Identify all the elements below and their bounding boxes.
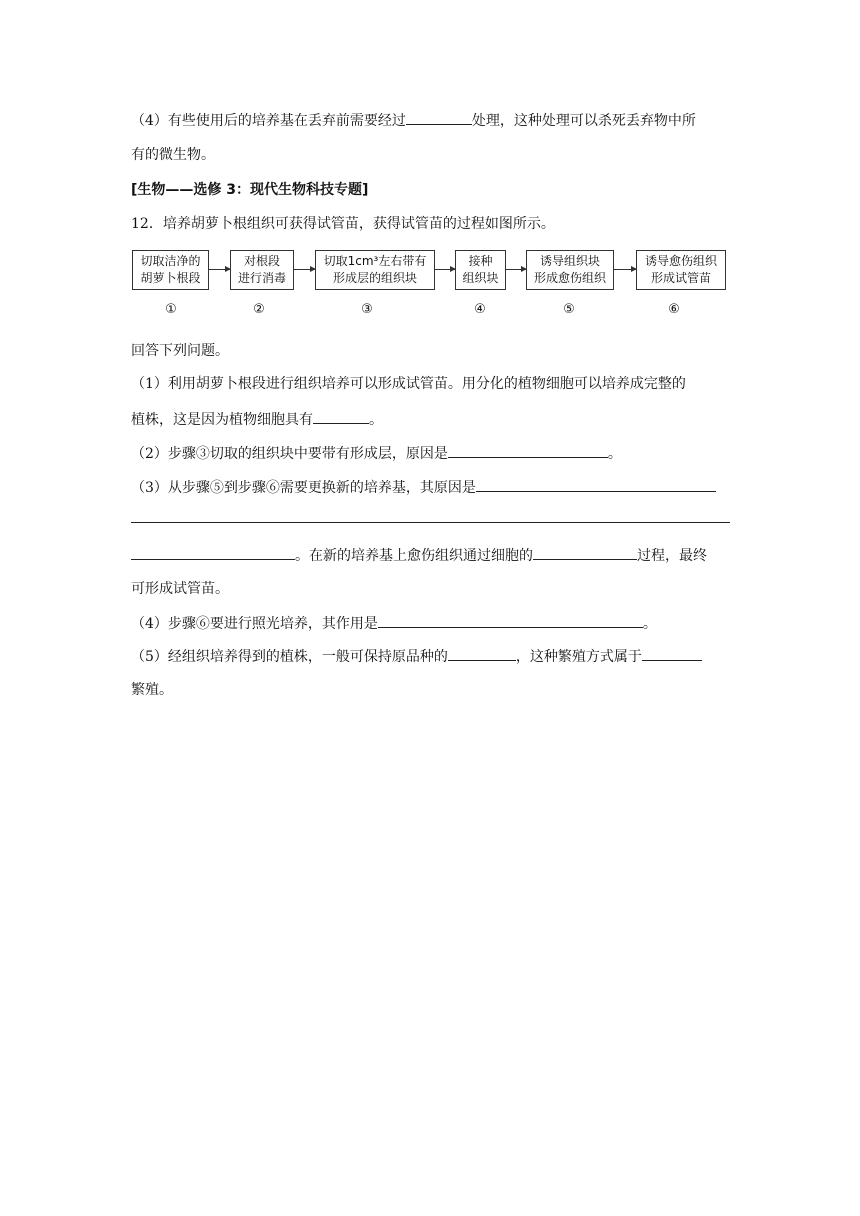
sub3-line3 [131,545,707,566]
flow-step-2 [230,250,294,290]
flow-step-number: ② [253,302,265,317]
sub1-line2 [131,409,383,430]
sub3-line1 [131,477,716,498]
sub5-line1 [131,646,702,667]
flow-step-number: ⑤ [563,302,575,317]
flow-step-6 [636,250,726,290]
flow-step-number: ① [165,302,177,317]
flow-step-text: 形成层的组织块 [332,271,417,285]
answer-blank[interactable] [642,646,702,661]
sub5-line2: 繁殖。 [131,682,173,698]
q4-prev-text-a: （4）有些使用后的培养基在丢弃前需要经过 [131,113,406,129]
answer-blank[interactable] [448,646,516,661]
flow-step-text: 对根段 [243,254,280,268]
answer-prompt: 回答下列问题。 [131,343,229,359]
sub4-text-a: （4）步骤⑥要进行照光培养，其作用是 [131,616,378,632]
answer-blank-full-line[interactable] [131,522,730,523]
flow-step-text: 形成试管苗 [650,271,711,285]
flow-step-4 [455,250,506,290]
sub2-line [131,443,622,464]
flow-step-text: 胡萝卜根段 [140,271,201,285]
sub1-text-a: 植株，这是因为植物细胞具有 [131,412,313,428]
sub2-text-a: （2）步骤③切取的组织块中要带有形成层，原因是 [131,446,448,462]
answer-blank[interactable] [131,545,295,560]
answer-blank[interactable] [476,477,716,492]
flow-step-text: 接种 [468,254,493,268]
flow-step-1 [132,250,209,290]
answer-blank[interactable] [406,110,472,125]
flow-step-number: ⑥ [668,302,680,317]
flow-step-number: ④ [474,302,486,317]
sub1-text-b: 。 [369,412,383,428]
sub4-line [131,613,657,634]
flow-diagram [0,0,860,330]
flow-step-text: 切取洁净的 [140,254,201,268]
flow-arrow [506,269,526,270]
sub4-text-b: 。 [642,616,657,632]
flow-arrow [294,269,315,270]
flow-step-text: 诱导组织块 [539,254,600,268]
answer-blank[interactable] [533,545,637,560]
answer-blank[interactable] [313,409,369,424]
sub3-text-a: （3）从步骤⑤到步骤⑥需要更换新的培养基，其原因是 [131,480,476,496]
flow-step-text: 进行消毒 [237,271,286,285]
sub2-text-b: 。 [607,446,622,462]
flow-arrow [435,269,455,270]
sub3-text-c: 过程，最终 [637,548,707,564]
sub5-text-a: （5）经组织培养得到的植株，一般可保持原品种的 [131,649,448,665]
flow-step-3 [315,250,435,290]
q4-prev-text-b: 处理，这种处理可以杀死丢弃物中所 [471,113,696,129]
flow-arrow [614,269,636,270]
flow-step-text: 组织块 [462,271,499,285]
sub1-line1: （1）利用胡萝卜根段进行组织培养可以形成试管苗。用分化的植物细胞可以培养成完整的 [131,376,686,392]
flow-step-text: 切取1cm³左右带有 [323,254,427,268]
q4-prev-line2: 有的微生物。 [131,147,215,163]
flow-arrow [209,269,230,270]
answer-blank[interactable] [448,443,608,458]
q4-prev-line1 [131,110,696,131]
sub3-text-b: 。在新的培养基上愈伤组织通过细胞的 [295,548,533,564]
flow-step-text: 形成愈伤组织 [533,271,606,285]
answer-blank[interactable] [378,613,643,628]
flow-step-5 [526,250,614,290]
sub3-line4: 可形成试管苗。 [131,581,229,597]
flow-step-text: 诱导愈伤组织 [644,254,717,268]
question-12-stem: 12．培养胡萝卜根组织可获得试管苗，获得试管苗的过程如图所示。 [131,216,555,232]
flow-step-number: ③ [361,302,373,317]
section-heading: [生物——选修 3：现代生物科技专题] [131,182,369,198]
sub5-text-b: ，这种繁殖方式属于 [515,649,642,665]
